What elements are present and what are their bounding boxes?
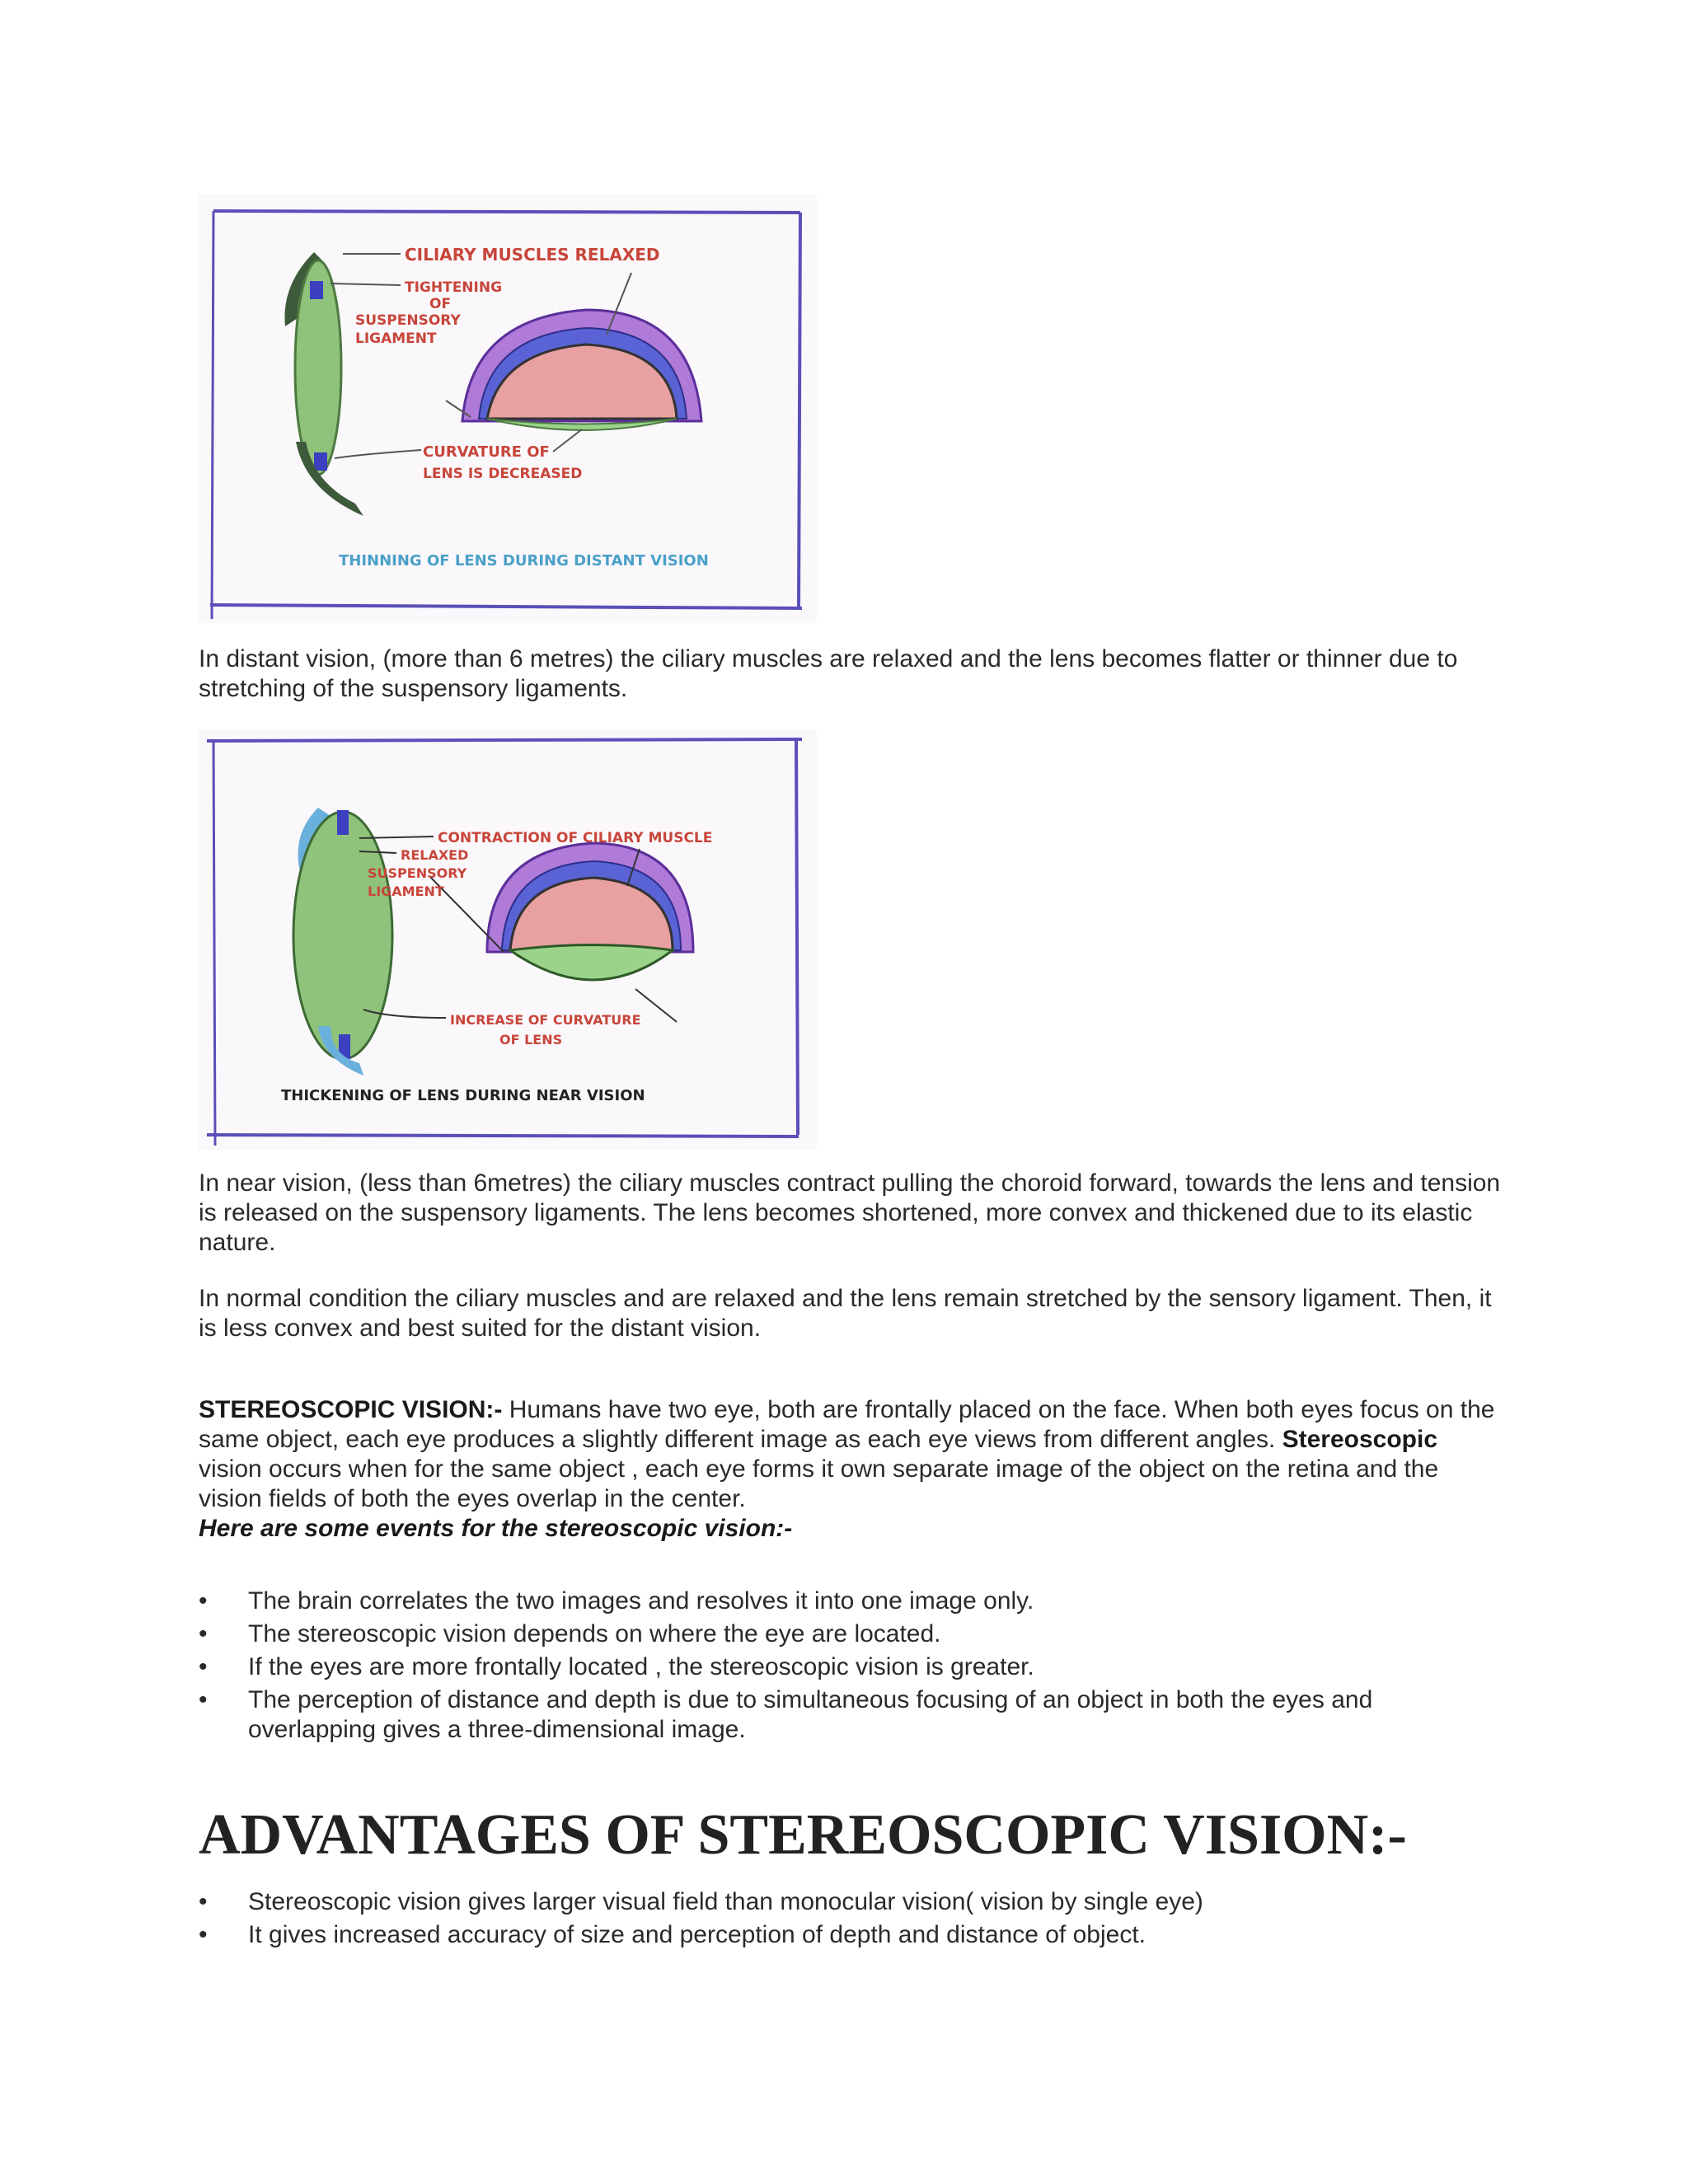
label-increase-2: OF LENS <box>499 1032 563 1047</box>
bullet-icon: • <box>199 1888 208 1915</box>
list-item-text: The brain correlates the two images and resolves it into one image only. <box>248 1587 1034 1615</box>
list-item-text: The perception of distance and depth is due to simultaneous focusing of an object in both the eyes and overlapping gives a three-dimensional image. <box>248 1686 1373 1743</box>
bullet-icon: • <box>199 1686 208 1713</box>
list-item-text: It gives increased accuracy of size and perception of depth and distance of object. <box>248 1921 1146 1948</box>
label-curvature-1: CURVATURE OF <box>423 443 550 461</box>
bullet-icon: • <box>199 1921 208 1948</box>
list-item <box>199 1887 1501 1917</box>
stereoscopic-bold-word: Stereoscopic <box>1282 1426 1438 1453</box>
events-heading: Here are some events for the stereoscopic vision:- <box>199 1515 793 1542</box>
events-list <box>199 1586 1501 1748</box>
label-curvature-2: LENS IS DECREASED <box>423 466 583 482</box>
label-relaxed-1: RELAXED <box>401 847 469 863</box>
label-ciliary-relaxed: CILIARY MUSCLES RELAXED <box>405 245 660 265</box>
list-item <box>199 1920 1501 1950</box>
near-vision-drawing <box>199 729 817 1150</box>
distant-vision-drawing <box>199 194 817 623</box>
distant-vision-diagram <box>199 194 817 623</box>
list-item-text: Stereoscopic vision gives larger visual field than monocular vision( vision by single eye) <box>248 1888 1203 1915</box>
stereoscopic-paragraph <box>199 1395 1501 1544</box>
list-item <box>199 1652 1501 1682</box>
near-vision-diagram <box>199 729 817 1150</box>
list-item <box>199 1685 1501 1745</box>
list-item-text: If the eyes are more frontally located , the stereoscopic vision is greater. <box>248 1653 1034 1680</box>
label-relaxed-2: SUSPENSORY <box>368 865 467 881</box>
stereoscopic-heading: STEREOSCOPIC VISION:- <box>199 1396 503 1423</box>
list-item <box>199 1586 1501 1616</box>
label-tightening-1: TIGHTENING <box>405 279 503 296</box>
label-tightening-3: SUSPENSORY <box>355 312 461 329</box>
label-tightening-4: LIGAMENT <box>355 330 437 347</box>
label-increase-1: INCREASE OF CURVATURE <box>450 1012 641 1028</box>
bullet-icon: • <box>199 1620 208 1647</box>
distant-vision-paragraph: In distant vision, (more than 6 metres) the ciliary muscles are relaxed and the lens becomes flatter or thinner due to stretching of the suspensory ligaments. <box>199 645 1458 702</box>
bullet-icon: • <box>199 1653 208 1680</box>
distant-vision-caption: THINNING OF LENS DURING DISTANT VISION <box>339 552 709 569</box>
list-item-text: The stereoscopic vision depends on where the eye are located. <box>248 1620 941 1647</box>
list-item <box>199 1619 1501 1649</box>
near-vision-caption: THICKENING OF LENS DURING NEAR VISION <box>281 1087 645 1104</box>
label-relaxed-3: LIGAMENT <box>368 883 444 899</box>
advantages-title: ADVANTAGES OF STEREOSCOPIC VISION:- <box>199 1803 1407 1867</box>
advantages-list <box>199 1887 1501 1953</box>
stereoscopic-text-2: vision occurs when for the same object , each eye forms it own separate image of the object on the retina and the vision fields of both the eyes overlap in the center. <box>199 1455 1439 1512</box>
bullet-icon: • <box>199 1587 208 1615</box>
label-tightening-2: OF <box>429 296 452 312</box>
label-contraction: CONTRACTION OF CILIARY MUSCLE <box>438 830 713 846</box>
stereoscopic-text-1: Humans have two eye, both are frontally placed on the face. When both eyes focus on the same object, each eye produces a slightly different image as each eye views from different angles. <box>199 1396 1495 1453</box>
normal-condition-paragraph: In normal condition the ciliary muscles and are relaxed and the lens remain stretched by the sensory ligament. Then, it is less convex and best suited for the distant vision. <box>199 1285 1492 1342</box>
near-vision-paragraph: In near vision, (less than 6metres) the ciliary muscles contract pulling the choroid forward, towards the lens and tension is released on the suspensory ligaments. The lens becomes shortened, more convex and thickened due to its elastic nature. <box>199 1169 1501 1256</box>
